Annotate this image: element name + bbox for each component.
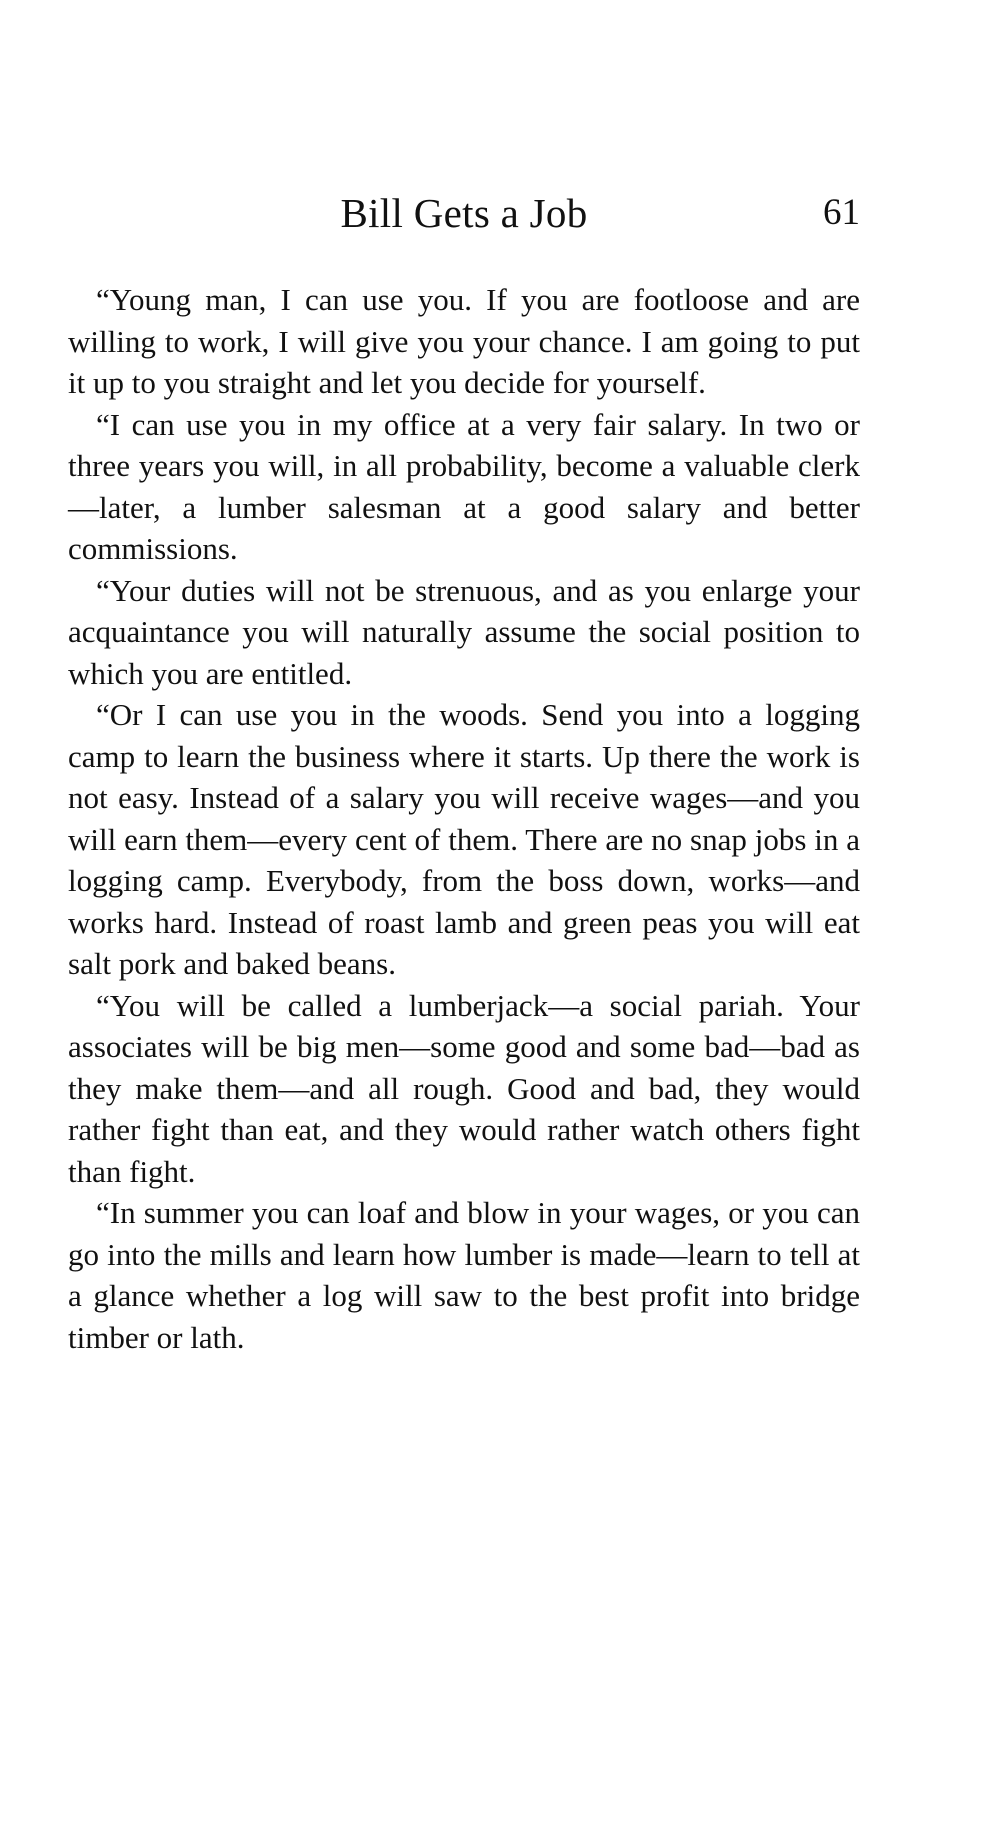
paragraph-5: “You will be called a lumberjack—a social pariah. Your associates will be big men—some good and some bad—bad as they make them—and all rough. Good and bad, they would rather fight than eat, and they would rather watch others fight than fight. bbox=[68, 987, 860, 1189]
paragraph-2: “I can use you in my office at a very fair salary. In two or three years you will, in all probability, become a valuable clerk—later, a lumber salesman at a good salary and better commissions. bbox=[68, 406, 860, 566]
paragraph-4: “Or I can use you in the woods. Send you into a logging camp to learn the business where it starts. Up there the work is not easy. Instead of a salary you will receive wages—and you will earn them—every cent of them. There are no snap jobs in a logging camp. Everybody, from the boss down, works—and works hard. Instead of roast lamb and green peas you will eat salt pork and baked beans. bbox=[68, 697, 860, 981]
paragraph-3: “Your duties will not be strenuous, and as you enlarge your acquaintance you will naturally assume the social position to which you are entitled. bbox=[68, 572, 860, 691]
running-head bbox=[68, 188, 860, 238]
chapter-title: Bill Gets a Job bbox=[340, 190, 588, 236]
page-number: 61 bbox=[823, 192, 860, 233]
paragraph-1: “Young man, I can use you. If you are footloose and are willing to work, I will give you your chance. I am going to put it up to you straight and let you decide for yourself. bbox=[68, 282, 860, 400]
body-text bbox=[68, 279, 860, 1358]
paragraph-6: “In summer you can loaf and blow in your wages, or you can go into the mills and learn how lumber is made—learn to tell at a glance whether a log will saw to the best profit into bridge timber or lath. bbox=[68, 1195, 860, 1355]
